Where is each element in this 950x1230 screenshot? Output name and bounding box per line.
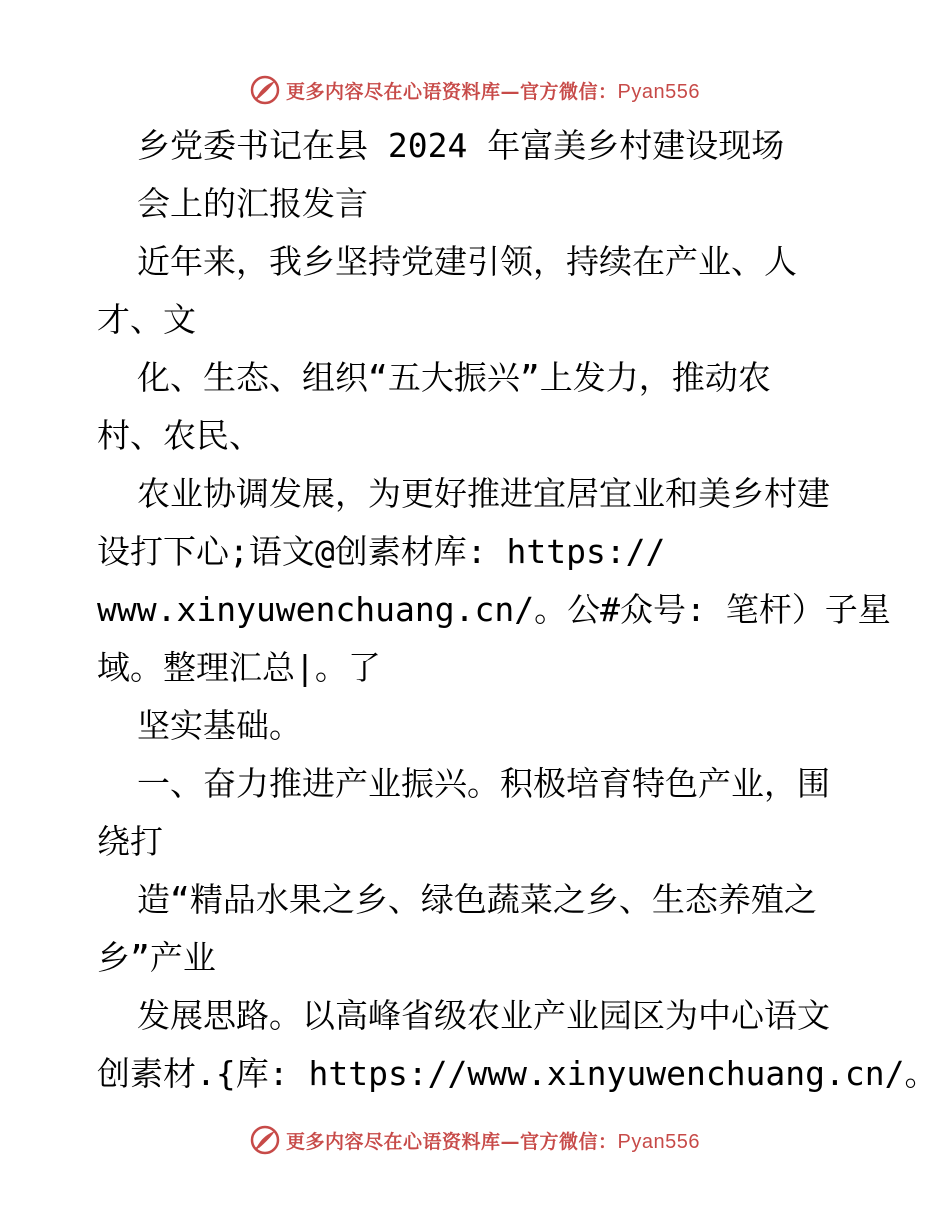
text-line: 村、农民、 xyxy=(97,416,262,455)
watermark-account: Pyan556 xyxy=(617,80,700,103)
text-line: 农业协调发展，为更好推进宜居宜业和美乡村建 xyxy=(137,474,830,513)
text-line: 绕打 xyxy=(97,822,163,861)
watermark-account: Pyan556 xyxy=(617,1130,700,1153)
watermark-main-text: 更多内容尽在心语资料库—官方微信： xyxy=(286,80,618,103)
text-line: 创素材.{库: https://www.xinyuwenchuang.cn/。 xyxy=(97,1054,938,1093)
watermark-text xyxy=(286,1127,700,1154)
quill-pen-logo-icon xyxy=(250,1125,280,1155)
text-line: 乡”产业 xyxy=(97,938,216,977)
text-line: 乡党委书记在县 2024 年富美乡村建设现场 xyxy=(137,126,785,165)
text-line: 造“精品水果之乡、绿色蔬菜之乡、生态养殖之 xyxy=(137,880,817,919)
watermark-main-text: 更多内容尽在心语资料库—官方微信： xyxy=(286,1130,618,1153)
text-line: 设打下心;语文@创素材库: https:// xyxy=(97,532,666,571)
text-line: 会上的汇报发言 xyxy=(137,184,368,223)
text-line: www.xinyuwenchuang.cn/。公#众号: 笔杆）子星 xyxy=(97,590,891,629)
text-line: 才、文 xyxy=(97,300,196,339)
text-line: 化、生态、组织“五大振兴”上发力，推动农 xyxy=(137,358,771,397)
document-body xyxy=(97,117,938,1103)
footer-watermark xyxy=(0,1120,950,1160)
text-line: 域。整理汇总|。了 xyxy=(97,648,381,687)
text-line: 一、奋力推进产业振兴。积极培育特色产业，围 xyxy=(137,764,830,803)
text-line: 发展思路。以高峰省级农业产业园区为中心语文 xyxy=(137,996,830,1035)
header-watermark xyxy=(0,70,950,110)
text-line: 近年来，我乡坚持党建引领，持续在产业、人 xyxy=(137,242,797,281)
quill-pen-logo-icon xyxy=(250,75,280,105)
text-line: 坚实基础。 xyxy=(137,706,302,745)
watermark-text xyxy=(286,77,700,104)
